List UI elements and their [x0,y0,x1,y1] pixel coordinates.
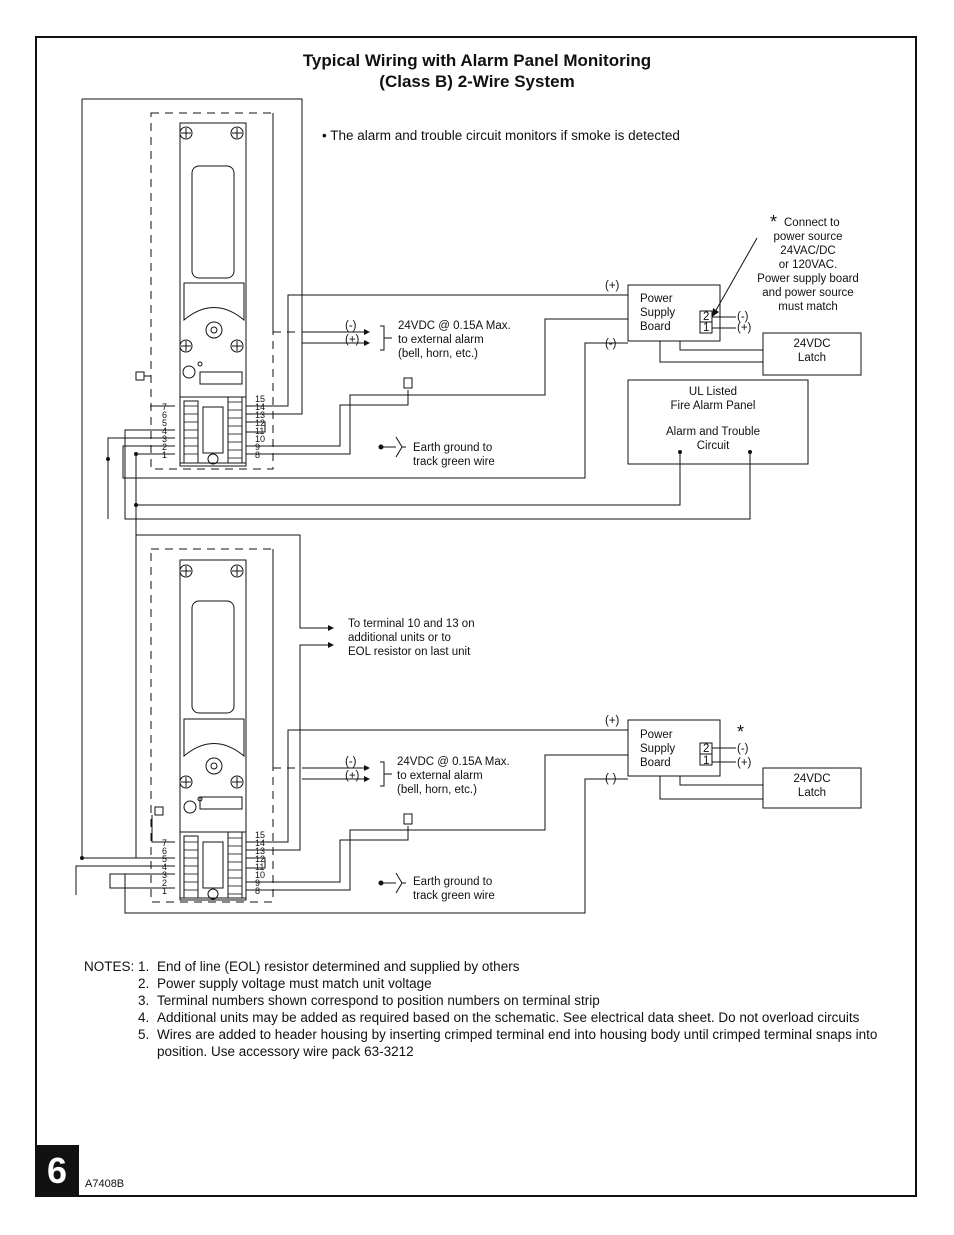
t2-2: 2 [162,878,168,888]
t2-5: 5 [162,854,168,864]
psb2-term2: 2 [703,743,710,755]
psb2-term1: 1 [703,755,710,767]
diagram-title-line2: (Class B) 2-Wire System [379,72,575,91]
note-num-5: 5. [138,1027,150,1042]
t2-3: 3 [162,870,168,880]
t2-7: 7 [162,838,168,848]
power-note-1: power source [773,231,843,243]
t1-6: 6 [162,410,168,420]
psb1-line1: Power [640,293,673,305]
psb1-pos: (+) [737,322,752,334]
terminal-note-2: additional units or to [348,632,451,644]
notes-block [84,958,897,1060]
alarm2-plus: (+) [345,770,360,782]
psb2-minus-label: (-) [605,773,617,785]
note-num-4: 4. [138,1010,150,1025]
t1-1: 1 [162,450,168,460]
unit2-terminal-labels [162,830,265,896]
asterisk-2: * [737,722,745,742]
t2-15: 15 [255,830,266,840]
t2-1: 1 [162,886,168,896]
alarm2-minus: (-) [345,756,357,768]
alarm1-minus: (-) [345,320,357,332]
page-number: 6 [35,1145,79,1197]
power-note-5: and power source [762,287,854,299]
t2-8: 8 [255,886,261,896]
alarm1-line2: to external alarm [398,334,484,346]
psb2-line3: Board [640,757,671,769]
t1-12: 12 [255,418,266,428]
bullet-note: • The alarm and trouble circuit monitors if smoke is detected [322,128,680,143]
panel-line2: Fire Alarm Panel [670,400,756,412]
t1-11: 11 [255,426,265,436]
t2-6: 6 [162,846,168,856]
power-note-2: 24VAC/DC [780,245,836,257]
unit1-texts [345,212,859,468]
t1-14: 14 [255,402,266,412]
earth1-line2: track green wire [413,456,495,468]
psb2-neg: (-) [737,743,749,755]
t1-8: 8 [255,450,261,460]
asterisk-1: * [770,212,778,232]
psb2-pos: (+) [737,757,752,769]
t1-9: 9 [255,442,261,452]
panel-line1: UL Listed [688,386,738,398]
note-num-1: 1. [138,959,150,974]
alarm2-line3: (bell, horn, etc.) [397,784,477,796]
t2-12: 12 [255,854,266,864]
earth2-line1: Earth ground to [413,876,493,888]
t1-2: 2 [162,442,168,452]
psb2-line2: Supply [640,743,676,755]
psb1-plus-label: (+) [605,280,620,292]
t2-10: 10 [255,870,266,880]
alarm2-line1: 24VDC @ 0.15A Max. [397,756,510,768]
t2-4: 4 [162,862,168,872]
note-text-5: Wires are added to header housing by inserting crimped terminal end into housing body until crimped terminal snaps into position. Use accessory wire pack 63-3212 [157,1027,878,1059]
earth2-line2: track green wire [413,890,495,902]
diagram-title-line1: Typical Wiring with Alarm Panel Monitoring [302,51,652,70]
notes-label: NOTES: [84,959,135,974]
unit2-wiring [76,505,628,913]
note-text-4: Additional units may be added as required based on the schematic. See electrical data sheet. Do not overload circuits [157,1010,860,1025]
psb1-term1: 1 [703,322,710,334]
t1-3: 3 [162,434,168,444]
t1-13: 13 [255,410,266,420]
panel-line4: Circuit [696,440,730,452]
earth1-line1: Earth ground to [413,442,493,454]
power-note-6: must match [778,301,838,313]
t1-10: 10 [255,434,266,444]
psb2-plus-label: (+) [605,715,620,727]
t2-11: 11 [255,862,265,872]
power-note-3: or 120VAC. [778,259,838,271]
figure-code: A7408B [85,1178,125,1190]
latch2-line1: 24VDC [793,773,831,785]
power-note-4: Power supply board [757,273,859,285]
alarm1-line1: 24VDC @ 0.15A Max. [398,320,511,332]
psb2-line1: Power [640,729,673,741]
power-note-0: Connect to [784,217,840,229]
terminal-note-1: To terminal 10 and 13 on [348,618,475,630]
alarm1-plus: (+) [345,334,360,346]
t1-15: 15 [255,394,266,404]
t2-14: 14 [255,838,266,848]
psb1-neg: (-) [737,311,749,323]
t1-7: 7 [162,402,168,412]
latch1-line2: Latch [797,352,827,364]
note-text-3: Terminal numbers shown correspond to position numbers on terminal strip [157,993,600,1008]
closer-unit-1 [136,113,273,469]
terminal-note-3: EOL resistor on last unit [348,646,471,658]
psb1-minus-label: (-) [605,338,617,350]
t1-4: 4 [162,426,168,436]
note-num-2: 2. [138,976,150,991]
note-num-3: 3. [138,993,150,1008]
psb1-term2: 2 [703,311,710,323]
note-text-1: End of line (EOL) resistor determined and supplied by others [157,959,520,974]
t2-9: 9 [255,878,261,888]
alarm1-line3: (bell, horn, etc.) [398,348,478,360]
unit1-terminal-labels [162,394,265,460]
t1-5: 5 [162,418,168,428]
t2-13: 13 [255,846,266,856]
latch2-line2: Latch [797,787,827,799]
alarm2-line2: to external alarm [397,770,483,782]
psb1-line3: Board [640,321,671,333]
psb1-line2: Supply [640,307,676,319]
unit2-texts [345,618,831,902]
latch1-line1: 24VDC [793,338,831,350]
panel-line3: Alarm and Trouble [666,426,760,438]
note-text-2: Power supply voltage must match unit voltage [157,976,432,991]
